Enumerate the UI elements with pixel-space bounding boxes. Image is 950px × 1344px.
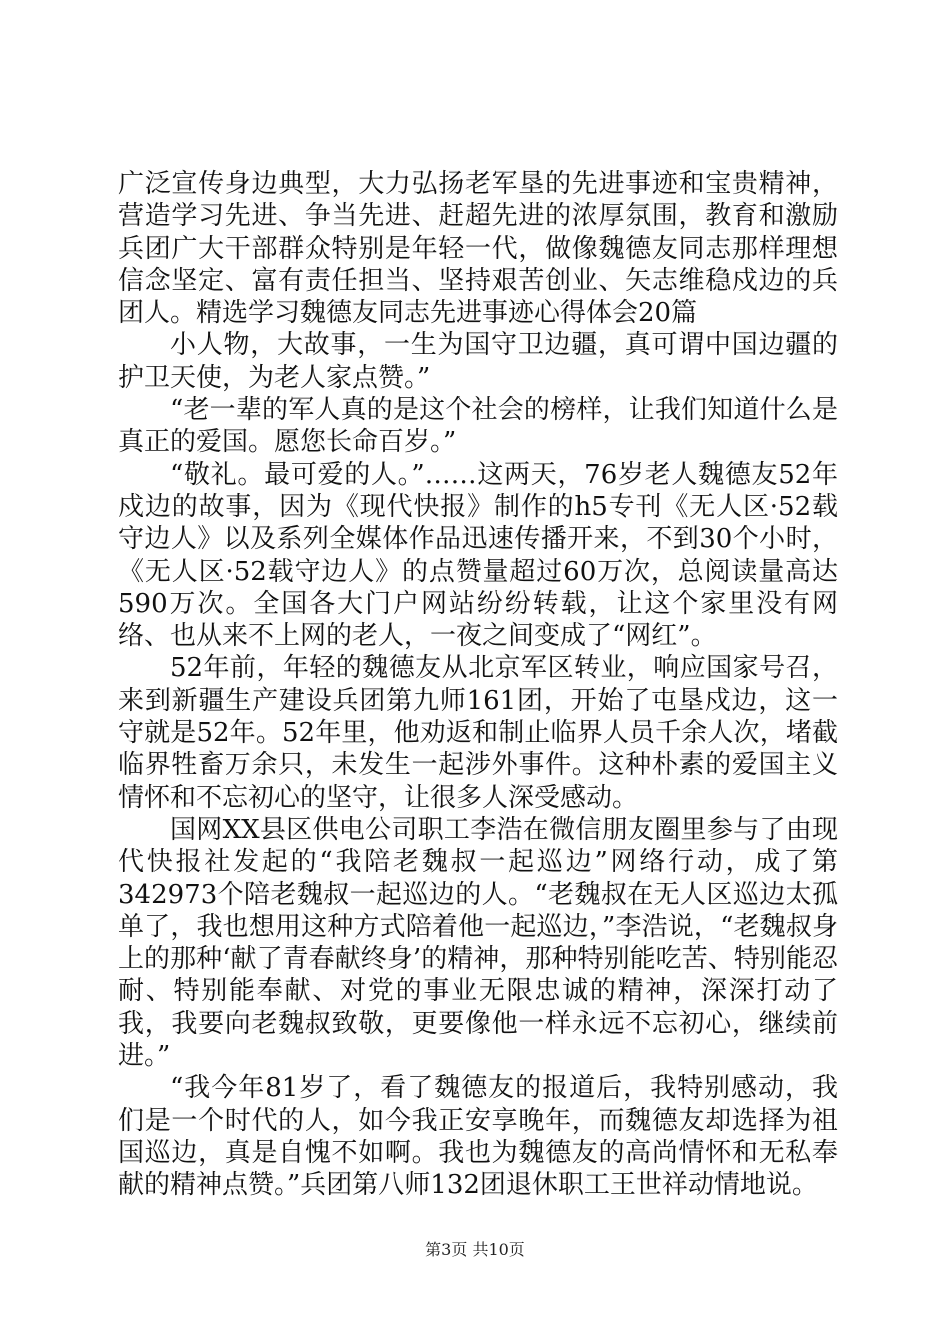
body-text [118, 168, 838, 1202]
paragraph-7: “我今年81岁了，看了魏德友的报道后，我特别感动，我们是一个时代的人，如今我正安享晚年，而魏德友却选择为祖国巡边，真是自愧不如啊。我也为魏德友的高尚情怀和无私奉献的精神点赞。”兵团第八师132团退休职工王世祥动情地说。 [118, 1073, 838, 1201]
paragraph-3: “老一辈的军人真的是这个社会的榜样，让我们知道什么是真正的爱国。愿您长命百岁。” [118, 395, 838, 458]
page-footer: 第3页 共10页 [425, 1240, 525, 1259]
paragraph-2: 小人物，大故事，一生为国守卫边疆，真可谓中国边疆的护卫天使，为老人家点赞。” [118, 330, 838, 393]
paragraph-6: 国网XX县区供电公司职工李浩在微信朋友圈里参与了由现代快报社发起的“我陪老魏叔一起巡边”网络行动，成了第342973个陪老魏叔一起巡边的人。“老魏叔在无人区巡边太孤单了，我也想用这种方式陪着他一起巡边，”李浩说，“老魏叔身上的那种‘献了青春献终身’的精神，那种特别能吃苦、特别能忍耐、特别能奉献、对党的事业无限忠诚的精神，深深打动了我，我要向老魏叔致敬，更要像他一样永远不忘初心，继续前进。” [118, 814, 838, 1072]
paragraph-1: 广泛宣传身边典型，大力弘扬老军垦的先进事迹和宝贵精神，营造学习先进、争当先进、赶超先进的浓厚氛围，教育和激励兵团广大干部群众特别是年轻一代，做像魏德友同志那样理想信念坚定、富有责任担当、坚持艰苦创业、矢志维稳戍边的兵团人。精选学习魏德友同志先进事迹心得体会20篇 [118, 169, 838, 329]
paragraph-5: 52年前，年轻的魏德友从北京军区转业，响应国家号召，来到新疆生产建设兵团第九师161团，开始了屯垦戍边，这一守就是52年。52年里，他劝返和制止临界人员千余人次，堵截临界牲畜万余只，未发生一起涉外事件。这种朴素的爱国主义情怀和不忘初心的坚守，让很多人深受感动。 [118, 653, 838, 813]
paragraph-4: “敬礼。最可爱的人。”……这两天，76岁老人魏德友52年戍边的故事，因为《现代快报》制作的h5专刊《无人区·52载守边人》以及系列全媒体作品迅速传播开来，不到30个小时，《无人区·52载守边人》的点赞量超过60万次，总阅读量高达590万次。全国各大门户网站纷纷转载，让这个家里没有网络、也从来不上网的老人，一夜之间变成了“网红”。 [118, 459, 838, 652]
